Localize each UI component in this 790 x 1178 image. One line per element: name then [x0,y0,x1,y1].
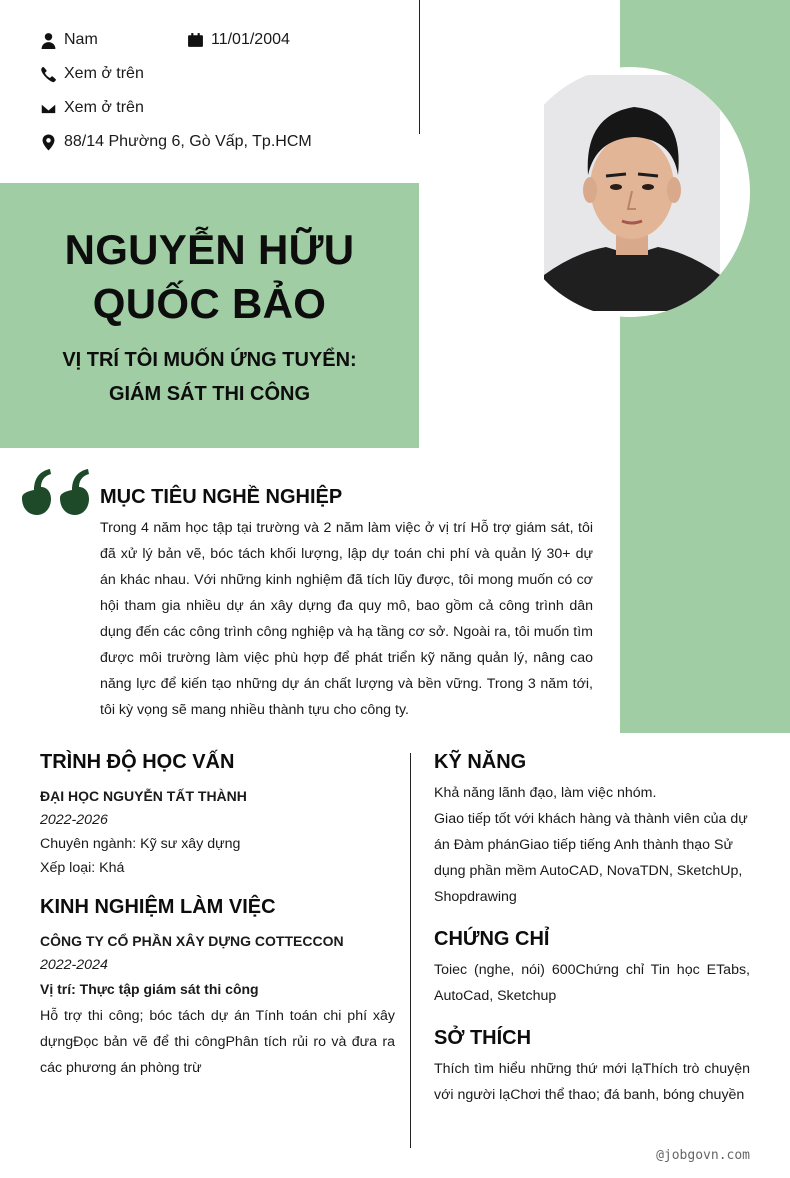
skills-block [434,780,750,910]
contact-phone [39,65,144,83]
school-name: ĐẠI HỌC NGUYỄN TẤT THÀNH [40,788,247,804]
contact-birthdate [186,31,290,49]
education-major: Chuyên ngành: Kỹ sư xây dựng [40,836,241,852]
envelope-icon [39,99,57,117]
position-line-1: VỊ TRÍ TÔI MUỐN ỨNG TUYỂN: [62,349,357,371]
phone-icon [39,65,57,83]
experience-period: 2022-2024 [40,957,108,973]
birthdate-value: 11/01/2004 [211,31,290,48]
candidate-name [0,223,419,331]
footer-watermark: @jobgovn.com [656,1148,750,1163]
contact-gender [39,31,98,49]
skills-line-2: Giao tiếp tốt với khách hàng và thành viên của dự án Đàm phánGiao tiếp tiếng Anh thành thạo Sử dụng phần mềm AutoCAD, NovaTDN, SketchUp, Shopdrawing [434,811,748,905]
experience-description: Hỗ trợ thi công; bóc tách dự án Tính toán chi phí xây dựngĐọc bản vẽ để thi côngPhân tích rủi ro và đưa ra các phương án phòng trừ [40,1008,395,1076]
calendar-icon [186,31,204,49]
quote-icon [20,466,92,520]
desired-position [0,343,419,411]
hobbies-text: Thích tìm hiểu những thứ mới lạThích trò chuyện với người lạChơi thể thao; đá banh, bóng chuyền [434,1061,750,1103]
education-title: TRÌNH ĐỘ HỌC VẤN [40,751,235,773]
profile-photo-frame [510,67,750,317]
experience-title: KINH NGHIỆM LÀM VIỆC [40,896,276,918]
contact-address [39,133,312,151]
experience-block [40,929,395,1081]
contact-email [39,99,144,117]
education-block [40,784,395,880]
profile-photo [544,75,720,311]
experience-role: Vị trí: Thực tập giám sát thi công [40,981,259,997]
objective-title: MỤC TIÊU NGHỀ NGHIỆP [100,486,343,508]
name-line-2: QUỐC BẢO [92,280,327,327]
header-divider [419,0,420,134]
education-grade: Xếp loại: Khá [40,860,125,876]
phone-value: Xem ở trên [64,65,144,82]
objective-text: Trong 4 năm học tập tại trường và 2 năm làm việc ở vị trí Hỗ trợ giám sát, tôi đã xử lý bản vẽ, bóc tách khối lượng, lập dự toán chi phí và quản lý 30+ dự án khác nhau. Với những kinh nghiệm đã tích lũy được, tôi mong muốn có cơ hội tham gia nhiều dự án xây dựng đa quy mô, bao gồm cả công trình dân dụng đến các công trình công nghiệp và hạ tầng cơ sở. Ngoài ra, tôi muốn tìm được môi trường làm việc phù hợp để phát triển kỹ năng quản lý, nâng cao năng lực để kiến tạo những dự án chất lượng và bền vững. Trong 3 năm tới, tôi kỳ vọng sẽ mang nhiều thành tựu cho công ty. [100,520,593,718]
skills-line-1: Khả năng lãnh đạo, làm việc nhóm. [434,785,657,801]
certificates-title: CHỨNG CHỈ [434,928,550,950]
column-divider [410,753,411,1148]
hobbies-title: SỞ THÍCH [434,1027,532,1049]
company-name: CÔNG TY CỔ PHẦN XÂY DỰNG COTTECCON [40,933,344,949]
certificates-text: Toiec (nghe, nói) 600Chứng chỉ Tin học ETabs, AutoCad, Sketchup [434,962,750,1004]
address-value: 88/14 Phường 6, Gò Vấp, Tp.HCM [64,133,312,150]
skills-title: KỸ NĂNG [434,751,527,773]
person-icon [39,31,57,49]
location-pin-icon [39,133,57,151]
education-period: 2022-2026 [40,812,108,828]
email-value: Xem ở trên [64,99,144,116]
position-line-2: GIÁM SÁT THI CÔNG [108,383,311,405]
name-line-1: NGUYỄN HỮU [64,226,355,273]
gender-value: Nam [64,31,98,48]
name-block [0,183,419,448]
